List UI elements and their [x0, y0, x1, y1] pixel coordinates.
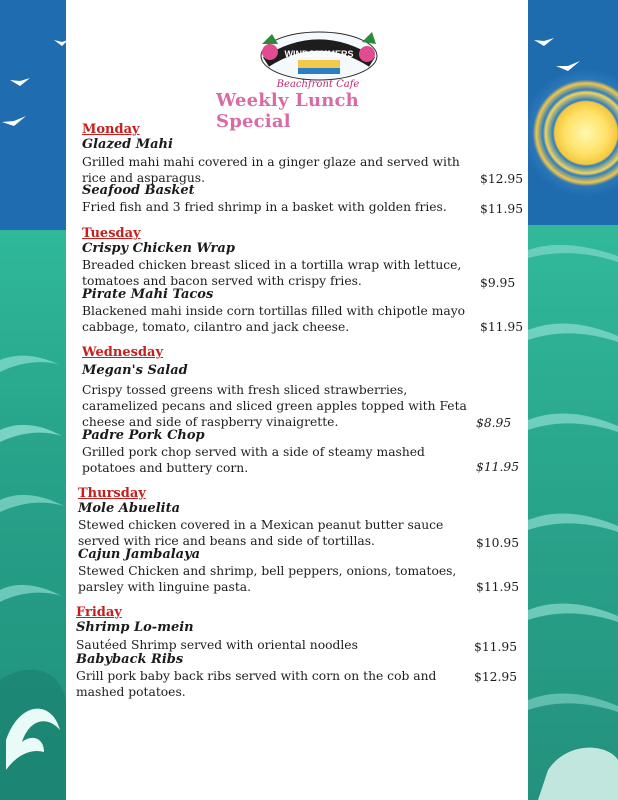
dish-price: $12.95	[474, 670, 518, 684]
menu-page	[66, 0, 528, 800]
day-heading-monday: Monday	[82, 122, 140, 137]
dish-name: Crispy Chicken Wrap	[82, 241, 235, 256]
day-heading-tuesday: Tuesday	[82, 226, 141, 241]
dish-name: Glazed Mahi	[82, 137, 173, 152]
dish-name: Cajun Jambalaya	[78, 547, 201, 562]
dish-description: Crispy tossed greens with fresh sliced strawberries, caramelized pecans and sliced green apples topped with Feta cheese and side of raspberry vinaigrette.	[82, 383, 467, 429]
dish-description: Grilled mahi mahi covered in a ginger glaze and served with rice and asparagus.	[82, 155, 460, 185]
dish-price: $11.95	[480, 320, 524, 334]
logo-text: WINDJAMMERS	[284, 49, 354, 59]
windjammers-logo	[254, 24, 384, 92]
dish-price: $11.95	[476, 580, 520, 594]
dish-name: Shrimp Lo-mein	[76, 620, 194, 635]
page-title: Weekly Lunch Special	[216, 90, 359, 132]
dish-name: Mole Abuelita	[78, 501, 181, 516]
dish-name: Padre Pork Chop	[82, 428, 205, 443]
dish-price: $11.95	[480, 202, 524, 216]
left-ocean-panel	[0, 0, 66, 800]
dish-price: $12.95	[480, 172, 524, 186]
dish-description: Blackened mahi inside corn tortillas filled with chipotle mayo cabbage, tomato, cilantro and jack cheese.	[82, 304, 466, 334]
dish-price: $11.95	[476, 460, 520, 474]
right-waves-graphic	[528, 0, 618, 800]
dish-name: Pirate Mahi Tacos	[82, 287, 214, 302]
logo-subtitle: Beachfront Cafe	[276, 79, 360, 90]
dish-description: Breaded chicken breast sliced in a tortilla wrap with lettuce, tomatoes and bacon served with crispy fries.	[82, 258, 462, 288]
dish-price: $10.95	[476, 536, 520, 550]
left-waves-graphic	[0, 0, 66, 800]
dish-description: Sautéed Shrimp served with oriental noodles	[76, 638, 358, 652]
day-heading-thursday: Thursday	[78, 486, 146, 501]
dish-description: Stewed chicken covered in a Mexican peanut butter sauce served with rice and beans and side of tortillas.	[78, 518, 444, 548]
dish-description: Grill pork baby back ribs served with corn on the cob and mashed potatoes.	[76, 669, 437, 699]
day-heading-friday: Friday	[76, 605, 122, 620]
dish-name: Babyback Ribs	[76, 652, 184, 667]
dish-price: $8.95	[476, 416, 512, 430]
right-ocean-panel	[528, 0, 618, 800]
dish-price: $11.95	[474, 640, 518, 654]
dish-name: Seafood Basket	[82, 183, 195, 198]
dish-name: Megan's Salad	[82, 363, 188, 378]
day-heading-wednesday: Wednesday	[82, 345, 164, 360]
dish-description: Grilled pork chop served with a side of steamy mashed potatoes and buttery corn.	[82, 445, 425, 475]
dish-description: Fried fish and 3 fried shrimp in a basket with golden fries.	[82, 200, 447, 214]
dish-description: Stewed Chicken and shrimp, bell peppers, onions, tomatoes, parsley with linguine pasta.	[78, 564, 457, 594]
dish-price: $9.95	[480, 276, 516, 290]
